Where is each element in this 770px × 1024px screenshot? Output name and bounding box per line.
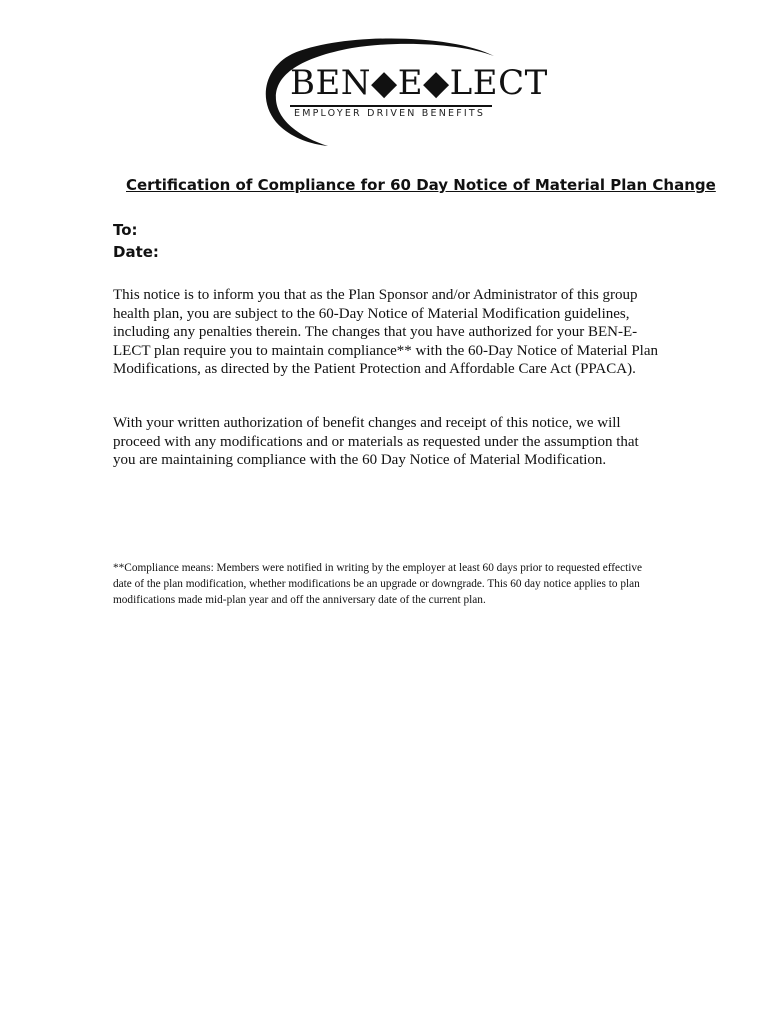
to-label: To: [113, 221, 138, 239]
document-title: Certification of Compliance for 60 Day Notice of Material Plan Change [126, 176, 716, 194]
logo-wordmark: BEN◆E◆LECT [290, 63, 548, 103]
date-label: Date: [113, 243, 159, 261]
notice-paragraph-2: With your written authorization of benefit changes and receipt of this notice, we will proceed with any modifications and or materials as requested under the assumption that you are maintaining compliance with the 60 Day Notice of Material Modification. [113, 415, 639, 468]
notice-paragraph-1: This notice is to inform you that as the Plan Sponsor and/or Administrator of this group health plan, you are subject to the 60-Day Notice of Material Modification guidelines, including any penalties therein. The changes that you have authorized for your BEN-E-LECT plan require you to maintain compliance** with the 60-Day Notice of Material Plan Modifications, as directed by the Patient Protection and Affordable Care Act (PPACA). [113, 287, 658, 377]
ben-e-lect-logo [262, 36, 548, 152]
compliance-footnote: **Compliance means: Members were notified in writing by the employer at least 60 days prior to requested effective date of the plan modification, whether modifications be an upgrade or downgrade. This 60 day notice applies to plan modifications made mid-plan year and off the anniversary date of the current plan. [113, 562, 643, 606]
logo-divider [290, 105, 492, 107]
logo-tagline: EMPLOYER DRIVEN BENEFITS [294, 108, 486, 119]
